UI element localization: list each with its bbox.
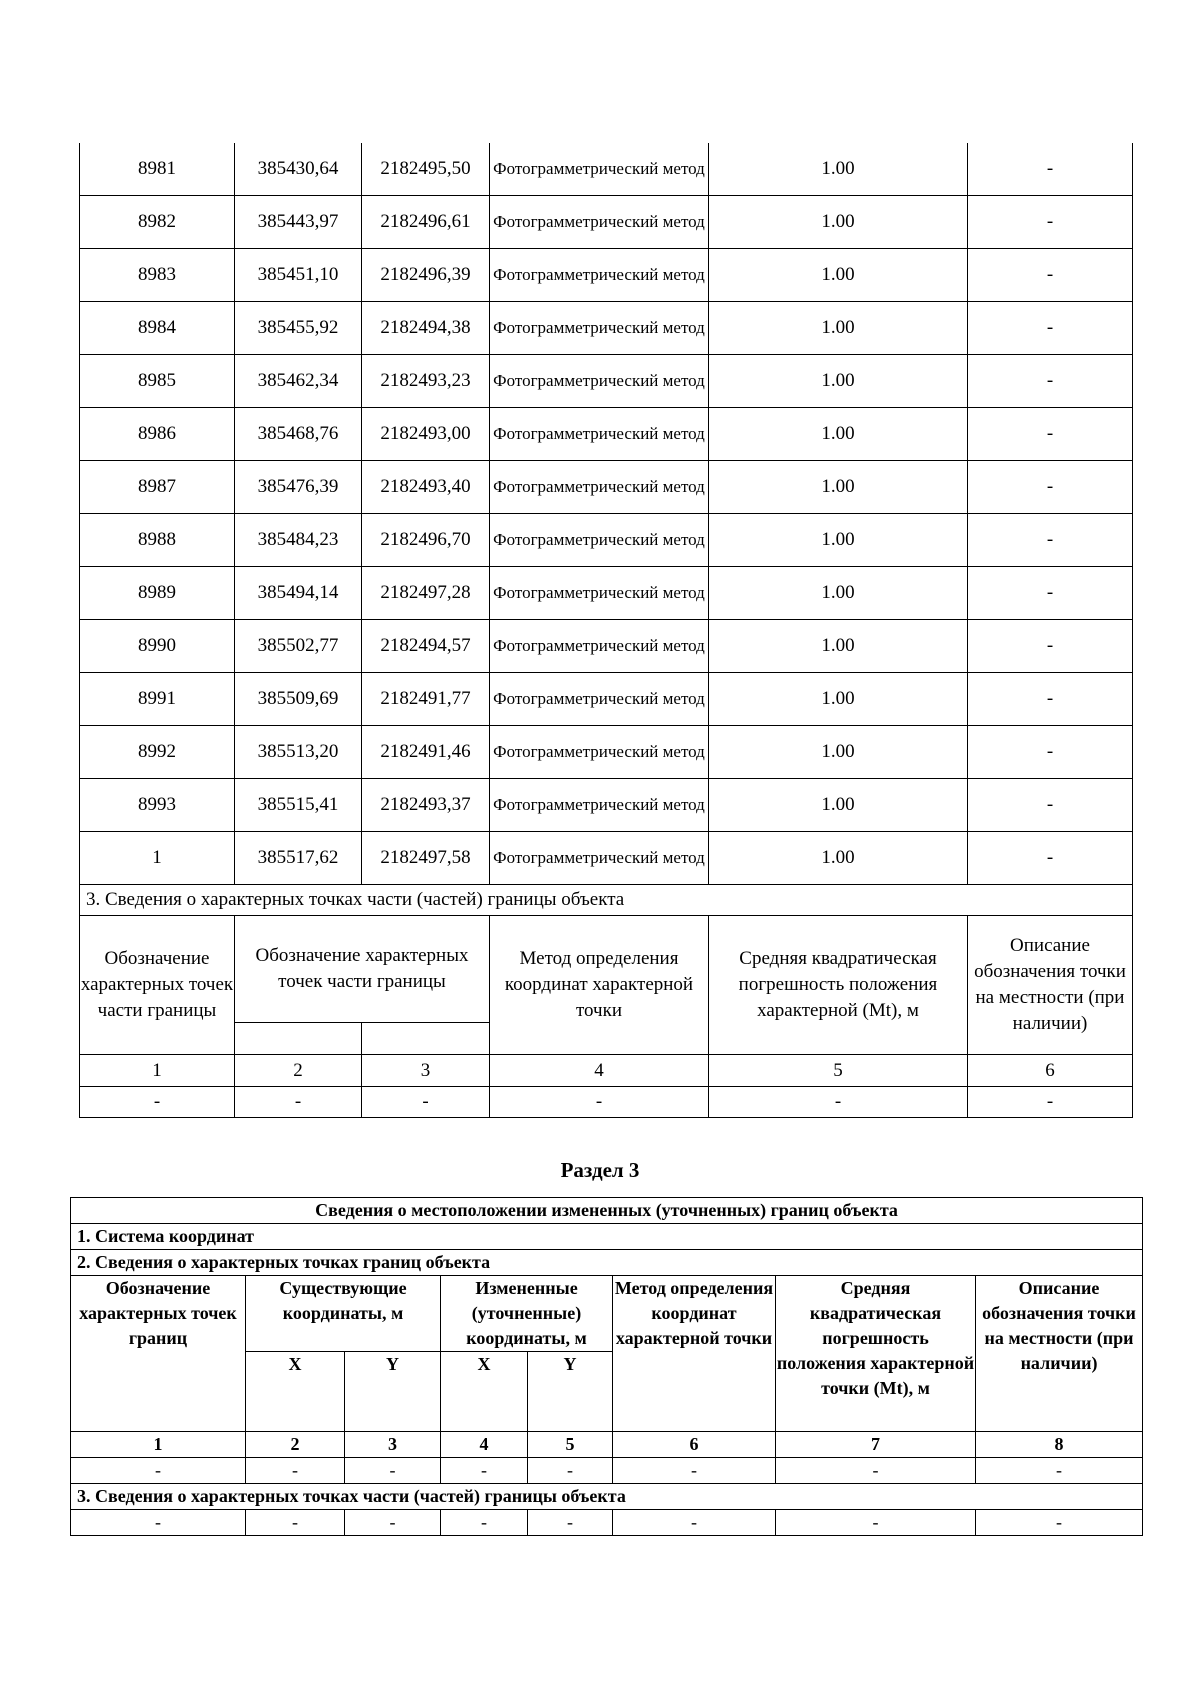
cell-mean-error: 1.00 <box>709 196 968 249</box>
table-row <box>80 408 1133 461</box>
cell-coord-y: 2182497,58 <box>362 832 490 885</box>
table-row <box>80 302 1133 355</box>
cell-coord-y: 2182497,28 <box>362 567 490 620</box>
column-number: 3 <box>345 1432 441 1458</box>
section3-title: 3. Сведения о характерных точках части (частей) границы объекта <box>80 885 1133 916</box>
column-number: 2 <box>246 1432 345 1458</box>
table2-empty-row <box>71 1458 1143 1484</box>
table-row <box>80 461 1133 514</box>
column-number: 5 <box>528 1432 613 1458</box>
column-number: 6 <box>968 1055 1133 1087</box>
cell-mean-error: 1.00 <box>709 673 968 726</box>
header-method: Метод определения координат характерной точки <box>613 1276 776 1432</box>
cell-mean-error: 1.00 <box>709 620 968 673</box>
cell-coord-y: 2182491,77 <box>362 673 490 726</box>
empty-cell: - <box>776 1510 976 1536</box>
cell-coord-x: 385515,41 <box>235 779 362 832</box>
coordinate-system-row <box>71 1224 1143 1250</box>
table-row <box>80 726 1133 779</box>
empty-cell: - <box>613 1458 776 1484</box>
table-row <box>80 779 1133 832</box>
cell-method: Фотограмметрический метод <box>490 673 709 726</box>
header-description: Описание обозначения точки на местности (при наличии) <box>976 1276 1143 1432</box>
header-y-changed: Y <box>528 1352 613 1432</box>
cell-description: - <box>968 567 1133 620</box>
cell-point-id: 8990 <box>80 620 235 673</box>
table-row <box>80 832 1133 885</box>
cell-method: Фотограмметрический метод <box>490 726 709 779</box>
section3-title-row <box>80 885 1133 916</box>
empty-cell: - <box>968 1087 1133 1118</box>
points-section-row <box>71 1250 1143 1276</box>
cell-method: Фотограмметрический метод <box>490 620 709 673</box>
cell-point-id: 8987 <box>80 461 235 514</box>
column-number: 1 <box>71 1432 246 1458</box>
header-point-designation: Обозначение характерных точек части границы <box>80 916 235 1055</box>
empty-cell: - <box>976 1510 1143 1536</box>
header-mean-error: Средняя квадратическая погрешность положения характерной (Mt), м <box>709 916 968 1055</box>
column-number: 3 <box>362 1055 490 1087</box>
cell-mean-error: 1.00 <box>709 832 968 885</box>
column-number: 7 <box>776 1432 976 1458</box>
cell-point-id: 8991 <box>80 673 235 726</box>
table-row <box>80 143 1133 196</box>
empty-cell: - <box>235 1087 362 1118</box>
table-row <box>80 355 1133 408</box>
empty-cell: - <box>528 1458 613 1484</box>
cell-coord-y: 2182493,37 <box>362 779 490 832</box>
header-changed-coords: Измененные (уточненные) координаты, м <box>441 1276 613 1352</box>
empty-cell: - <box>441 1458 528 1484</box>
empty-cell: - <box>71 1510 246 1536</box>
cell-point-id: 8992 <box>80 726 235 779</box>
empty-cell: - <box>246 1458 345 1484</box>
header-row <box>80 916 1133 1023</box>
cell-coord-y: 2182493,40 <box>362 461 490 514</box>
header-sub-empty <box>362 1022 490 1054</box>
cell-coord-x: 385509,69 <box>235 673 362 726</box>
cell-coord-x: 385517,62 <box>235 832 362 885</box>
boundary-points-table <box>79 143 1133 1118</box>
cell-coord-x: 385443,97 <box>235 196 362 249</box>
cell-method: Фотограмметрический метод <box>490 302 709 355</box>
empty-cell: - <box>776 1458 976 1484</box>
empty-cell: - <box>490 1087 709 1118</box>
cell-coord-y: 2182494,38 <box>362 302 490 355</box>
cell-mean-error: 1.00 <box>709 514 968 567</box>
cell-point-id: 8984 <box>80 302 235 355</box>
cell-coord-x: 385451,10 <box>235 249 362 302</box>
cell-description: - <box>968 302 1133 355</box>
cell-coord-y: 2182494,57 <box>362 620 490 673</box>
empty-cell: - <box>976 1458 1143 1484</box>
cell-description: - <box>968 196 1133 249</box>
cell-mean-error: 1.00 <box>709 408 968 461</box>
cell-method: Фотограмметрический метод <box>490 779 709 832</box>
empty-cell: - <box>80 1087 235 1118</box>
empty-cell: - <box>528 1510 613 1536</box>
header-x-changed: X <box>441 1352 528 1432</box>
cell-coord-x: 385513,20 <box>235 726 362 779</box>
table-row <box>80 567 1133 620</box>
table-row <box>80 673 1133 726</box>
header-existing-coords: Существующие координаты, м <box>246 1276 441 1352</box>
header-mean-error: Средняя квадратическая погрешность положения характерной точки (Mt), м <box>776 1276 976 1432</box>
cell-method: Фотограмметрический метод <box>490 461 709 514</box>
coordinate-system-label: 1. Система координат <box>71 1224 1143 1250</box>
cell-mean-error: 1.00 <box>709 567 968 620</box>
cell-point-id: 8985 <box>80 355 235 408</box>
cell-mean-error: 1.00 <box>709 355 968 408</box>
cell-point-id: 8982 <box>80 196 235 249</box>
column-number: 6 <box>613 1432 776 1458</box>
cell-coord-y: 2182496,70 <box>362 514 490 567</box>
cell-method: Фотограмметрический метод <box>490 196 709 249</box>
cell-point-id: 8986 <box>80 408 235 461</box>
table-row <box>80 620 1133 673</box>
cell-coord-y: 2182493,23 <box>362 355 490 408</box>
cell-point-id: 8988 <box>80 514 235 567</box>
table2-empty-row-2 <box>71 1510 1143 1536</box>
cell-coord-y: 2182496,39 <box>362 249 490 302</box>
cell-method: Фотограмметрический метод <box>490 355 709 408</box>
table-row <box>80 514 1133 567</box>
cell-coord-y: 2182496,61 <box>362 196 490 249</box>
cell-coord-x: 385462,34 <box>235 355 362 408</box>
cell-description: - <box>968 779 1133 832</box>
cell-mean-error: 1.00 <box>709 726 968 779</box>
column-number: 5 <box>709 1055 968 1087</box>
empty-cell: - <box>345 1510 441 1536</box>
header-part-points: Обозначение характерных точек части границы <box>235 916 490 1023</box>
cell-mean-error: 1.00 <box>709 461 968 514</box>
part-points-section-row <box>71 1484 1143 1510</box>
cell-method: Фотограмметрический метод <box>490 143 709 196</box>
table2-title-row <box>71 1198 1143 1224</box>
cell-description: - <box>968 461 1133 514</box>
cell-description: - <box>968 355 1133 408</box>
section-heading: Раздел 3 <box>560 1158 640 1182</box>
cell-point-id: 8983 <box>80 249 235 302</box>
column-numbers-row <box>80 1055 1133 1087</box>
header-sub-empty <box>235 1022 362 1054</box>
column-number: 4 <box>441 1432 528 1458</box>
cell-coord-x: 385476,39 <box>235 461 362 514</box>
cell-mean-error: 1.00 <box>709 143 968 196</box>
cell-coord-x: 385494,14 <box>235 567 362 620</box>
empty-cell: - <box>613 1510 776 1536</box>
cell-description: - <box>968 620 1133 673</box>
header-y-existing: Y <box>345 1352 441 1432</box>
cell-description: - <box>968 249 1133 302</box>
table-row <box>80 249 1133 302</box>
cell-method: Фотограмметрический метод <box>490 408 709 461</box>
cell-coord-x: 385430,64 <box>235 143 362 196</box>
cell-method: Фотограмметрический метод <box>490 249 709 302</box>
cell-point-id: 8981 <box>80 143 235 196</box>
empty-row <box>80 1087 1133 1118</box>
cell-description: - <box>968 514 1133 567</box>
empty-cell: - <box>441 1510 528 1536</box>
column-number: 8 <box>976 1432 1143 1458</box>
header-method: Метод определения координат характерной точки <box>490 916 709 1055</box>
cell-coord-y: 2182491,46 <box>362 726 490 779</box>
table2-title: Сведения о местоположении измененных (уточненных) границ объекта <box>71 1198 1143 1224</box>
cell-coord-x: 385468,76 <box>235 408 362 461</box>
empty-cell: - <box>345 1458 441 1484</box>
cell-point-id: 8989 <box>80 567 235 620</box>
column-number: 2 <box>235 1055 362 1087</box>
column-number: 4 <box>490 1055 709 1087</box>
boundary-points-body <box>80 143 1133 1118</box>
cell-point-id: 1 <box>80 832 235 885</box>
changed-boundaries-table <box>70 1197 1143 1536</box>
cell-method: Фотограмметрический метод <box>490 567 709 620</box>
column-number: 1 <box>80 1055 235 1087</box>
cell-mean-error: 1.00 <box>709 249 968 302</box>
cell-description: - <box>968 726 1133 779</box>
empty-cell: - <box>71 1458 246 1484</box>
cell-coord-x: 385455,92 <box>235 302 362 355</box>
cell-point-id: 8993 <box>80 779 235 832</box>
cell-method: Фотограмметрический метод <box>490 514 709 567</box>
part-points-section-label: 3. Сведения о характерных точках части (частей) границы объекта <box>71 1484 1143 1510</box>
empty-cell: - <box>709 1087 968 1118</box>
cell-description: - <box>968 832 1133 885</box>
cell-coord-y: 2182493,00 <box>362 408 490 461</box>
cell-mean-error: 1.00 <box>709 302 968 355</box>
cell-mean-error: 1.00 <box>709 779 968 832</box>
header-point-designation: Обозначение характерных точек границ <box>71 1276 246 1432</box>
table2-header-row <box>71 1276 1143 1352</box>
cell-method: Фотограмметрический метод <box>490 832 709 885</box>
cell-description: - <box>968 673 1133 726</box>
cell-description: - <box>968 408 1133 461</box>
empty-cell: - <box>362 1087 490 1118</box>
cell-coord-x: 385502,77 <box>235 620 362 673</box>
empty-cell: - <box>246 1510 345 1536</box>
cell-coord-y: 2182495,50 <box>362 143 490 196</box>
cell-coord-x: 385484,23 <box>235 514 362 567</box>
points-section-label: 2. Сведения о характерных точках границ объекта <box>71 1250 1143 1276</box>
cell-description: - <box>968 143 1133 196</box>
table-row <box>80 196 1133 249</box>
header-description: Описание обозначения точки на местности (при наличии) <box>968 916 1133 1055</box>
table2-column-numbers-row <box>71 1432 1143 1458</box>
header-x-existing: X <box>246 1352 345 1432</box>
